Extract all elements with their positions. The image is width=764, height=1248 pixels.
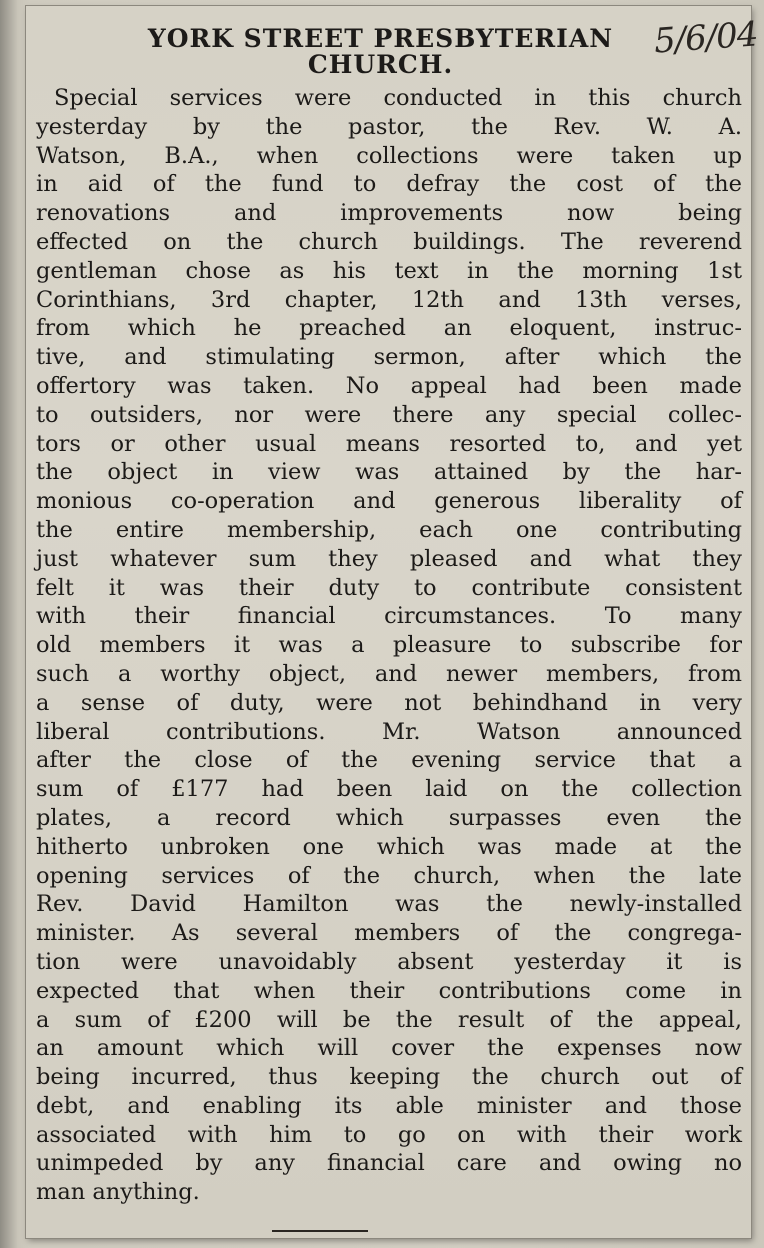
article-line: just whatever sum they pleased and what they bbox=[36, 545, 742, 572]
article-line: being incurred, thus keeping the church out of bbox=[36, 1064, 742, 1091]
article-line: the entire membership, each one contributing bbox=[36, 516, 742, 543]
article-line: after the close of the evening service that a bbox=[36, 747, 742, 774]
article-line: tive, and stimulating sermon, after which the bbox=[36, 344, 742, 371]
article-line: such a worthy object, and newer members, from bbox=[36, 660, 742, 687]
article-line: tors or other usual means resorted to, and yet bbox=[36, 430, 742, 457]
article-line: offertory was taken. No appeal had been made bbox=[36, 372, 742, 399]
article-line: effected on the church buildings. The reverend bbox=[36, 228, 742, 255]
article-line: an amount which will cover the expenses now bbox=[36, 1035, 742, 1062]
article-line: expected that when their contributions come in bbox=[36, 977, 742, 1004]
article-line: Corinthians, 3rd chapter, 12th and 13th verses, bbox=[36, 286, 742, 313]
article-line: renovations and improvements now being bbox=[36, 200, 742, 227]
article-line: man anything. bbox=[36, 1179, 200, 1206]
article-line: Special services were conducted in this church bbox=[54, 85, 742, 111]
article-line: yesterday by the pastor, the Rev. W. A. bbox=[36, 113, 742, 140]
article-line: unimpeded by any financial care and owing no bbox=[36, 1150, 742, 1177]
article-line: in aid of the fund to defray the cost of the bbox=[36, 171, 742, 198]
article-line: monious co-operation and generous liberality of bbox=[36, 488, 742, 515]
article-line: gentleman chose as his text in the morning 1st bbox=[36, 257, 742, 284]
article-line: minister. As several members of the congrega- bbox=[36, 920, 742, 947]
article-line: old members it was a pleasure to subscribe for bbox=[36, 632, 742, 659]
article-line: associated with him to go on with their work bbox=[36, 1121, 742, 1148]
article-line: Rev. David Hamilton was the newly-installed bbox=[36, 891, 742, 918]
article-line: a sum of £200 will be the result of the appeal, bbox=[36, 1006, 742, 1033]
article-line: to outsiders, nor were there any special collec- bbox=[36, 401, 742, 428]
article-line: hitherto unbroken one which was made at the bbox=[36, 833, 742, 860]
article-line: felt it was their duty to contribute consistent bbox=[36, 574, 742, 601]
article-line: Watson, B.A., when collections were taken up bbox=[36, 142, 742, 169]
end-rule bbox=[272, 1230, 368, 1232]
article-line: opening services of the church, when the late bbox=[36, 862, 742, 889]
article-body bbox=[36, 84, 742, 1207]
headline-line-1: YORK STREET PRESBYTERIAN bbox=[147, 24, 614, 53]
handwritten-date: 5/6/04 bbox=[652, 14, 759, 62]
headline-line-2: CHURCH. bbox=[307, 50, 454, 79]
article-line: liberal contributions. Mr. Watson announced bbox=[36, 718, 742, 745]
article-line: the object in view was attained by the har- bbox=[36, 459, 742, 486]
newspaper-clipping bbox=[26, 6, 759, 1238]
article-line: plates, a record which surpasses even the bbox=[36, 804, 742, 831]
article-line: from which he preached an eloquent, instruc- bbox=[36, 315, 742, 342]
article-line: with their financial circumstances. To many bbox=[36, 603, 742, 630]
article-line: a sense of duty, were not behindhand in very bbox=[36, 689, 742, 716]
article-line: debt, and enabling its able minister and those bbox=[36, 1092, 742, 1119]
article-line: tion were unavoidably absent yesterday it is bbox=[36, 948, 742, 975]
article-line: sum of £177 had been laid on the collection bbox=[36, 776, 742, 803]
